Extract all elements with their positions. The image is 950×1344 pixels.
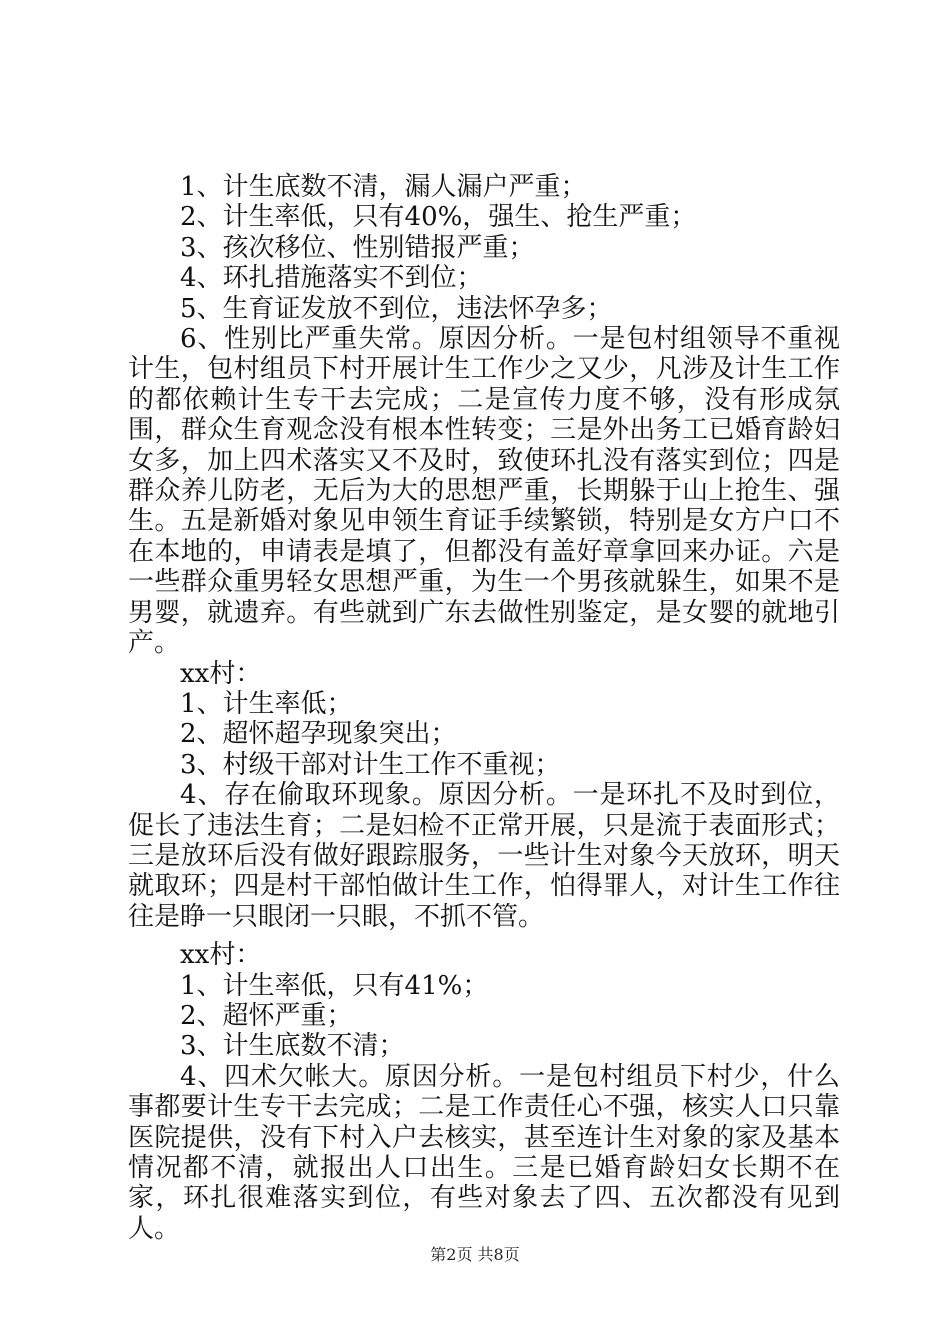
paragraph: 1、计生底数不清，漏人漏户严重；	[180, 172, 587, 202]
paragraph: 5、生育证发放不到位，违法怀孕多；	[180, 293, 613, 324]
document-body	[128, 172, 840, 1244]
paragraph: 4、环扎措施落实不到位；	[180, 263, 483, 294]
paragraph: 4、存在偷取环现象。原因分析。一是环扎不及时到位，促长了违法生育；二是妇检不正常开展，只是流于表面形式；三是放环后没有做好跟踪服务，一些计生对象今天放环，明天就取环；四是村干部怕做计生工作，怕得罪人，对计生工作往往是睁一只眼闭一只眼，不抓不管。	[128, 780, 840, 932]
section-gap	[128, 932, 840, 940]
village-heading: xx村：	[180, 940, 262, 971]
paragraph: 2、计生率低，只有40%，强生、抢生严重；	[180, 202, 697, 233]
paragraph: 2、超怀超孕现象突出；	[180, 719, 457, 750]
paragraph: 2、超怀严重；	[180, 1000, 353, 1031]
paragraph: 6、性别比严重失常。原因分析。一是包村组领导不重视计生，包村组员下村开展计生工作少之又少，凡涉及计生工作的都依赖计生专干去完成；二是宣传力度不够，没有形成氛围，群众生育观念没有根本性转变；三是外出务工已婚育龄妇女多，加上四术落实又不及时，致使环扎没有落实到位；四是群众养儿防老，无后为大的思想严重，长期躲于山上抢生、强生。五是新婚对象见申领生育证手续繁锁，特别是女方户口不在本地的，申请表是填了，但都没有盖好章拿回来办证。六是一些群众重男轻女思想严重，为生一个男孩就躲生，如果不是男婴，就遗弃。有些就到广东去做性别鉴定，是女婴的就地引产。	[128, 324, 840, 659]
paragraph: 1、计生率低，只有41%；	[180, 970, 489, 1001]
village-heading: xx村：	[180, 658, 262, 689]
paragraph: 3、孩次移位、性别错报严重；	[180, 232, 535, 263]
page-footer: 第2页 共8页	[430, 1245, 520, 1264]
paragraph: 4、四术欠帐大。原因分析。一是包村组员下村少，什么事都要计生专干去完成；二是工作责任心不强，核实人口只靠医院提供，没有下村入户去核实，甚至连计生对象的家及基本情况都不清，就报出人口出生。三是已婚育龄妇女长期不在家，环扎很难落实到位，有些对象去了四、五次都没有见到人。	[128, 1061, 840, 1244]
paragraph: 1、计生率低；	[180, 688, 353, 719]
paragraph: 3、计生底数不清；	[180, 1031, 405, 1062]
paragraph: 3、村级干部对计生工作不重视；	[180, 749, 561, 780]
